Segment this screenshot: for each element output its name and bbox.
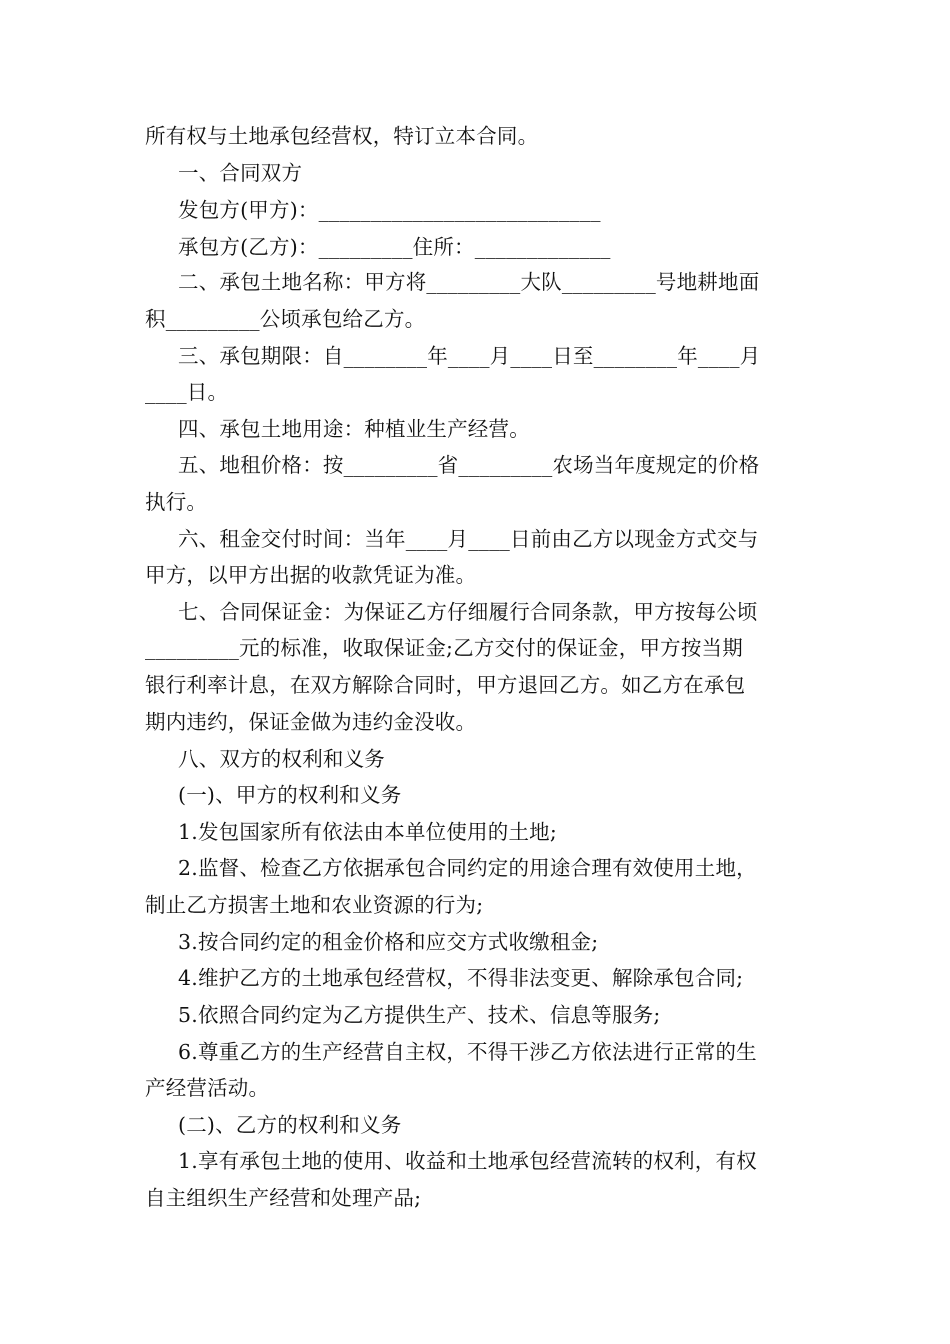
text-line: 银行利率计息，在双方解除合同时，甲方退回乙方。如乙方在承包 — [145, 673, 746, 697]
subsection-heading: (二)、乙方的权利和义务 — [178, 1113, 402, 1137]
text-line: 发包方(甲方)：___________________________ — [178, 198, 601, 222]
text-line: ____日。 — [145, 380, 229, 404]
section-heading: 八、双方的权利和义务 — [178, 747, 385, 771]
text-line: 三、承包期限：自________年____月____日至________年____月 — [178, 344, 761, 368]
list-item: 2.监督、检查乙方依据承包合同约定的用途合理有效使用土地， — [178, 856, 757, 880]
text-line: 五、地租价格：按_________省_________农场当年度规定的价格 — [178, 453, 760, 477]
text-line: 七、合同保证金：为保证乙方仔细履行合同条款，甲方按每公顷 — [178, 600, 758, 624]
text-line: 所有权与土地承包经营权，特订立本合同。 — [145, 124, 539, 148]
text-line: 产经营活动。 — [145, 1076, 270, 1100]
text-line: 承包方(乙方)：_________住所：_____________ — [178, 235, 611, 259]
subsection-heading: (一)、甲方的权利和义务 — [178, 783, 402, 807]
text-line: 甲方，以甲方出据的收款凭证为准。 — [145, 563, 477, 587]
text-line: 六、租金交付时间：当年____月____日前由乙方以现金方式交与 — [178, 527, 759, 551]
list-item: 4.维护乙方的土地承包经营权，不得非法变更、解除承包合同; — [178, 966, 744, 990]
text-line: 执行。 — [145, 490, 208, 514]
text-line: 制止乙方损害土地和农业资源的行为; — [145, 893, 484, 917]
text-line: 期内违约，保证金做为违约金没收。 — [145, 710, 477, 734]
list-item: 1.发包国家所有依法由本单位使用的土地; — [178, 820, 557, 844]
list-item: 1.享有承包土地的使用、收益和土地承包经营流转的权利，有权 — [178, 1149, 757, 1173]
text-line: 积_________公顷承包给乙方。 — [145, 307, 426, 331]
text-line: 二、承包土地名称：甲方将_________大队_________号地耕地面 — [178, 270, 760, 294]
section-heading: 一、合同双方 — [178, 161, 303, 185]
list-item: 3.按合同约定的租金价格和应交方式收缴租金; — [178, 930, 599, 954]
list-item: 6.尊重乙方的生产经营自主权，不得干涉乙方依法进行正常的生 — [178, 1040, 757, 1064]
list-item: 5.依照合同约定为乙方提供生产、技术、信息等服务; — [178, 1003, 661, 1027]
text-line: 自主组织生产经营和处理产品; — [145, 1186, 422, 1210]
text-line: 四、承包土地用途：种植业生产经营。 — [178, 417, 530, 441]
text-line: _________元的标准，收取保证金;乙方交付的保证金，甲方按当期 — [145, 636, 743, 660]
